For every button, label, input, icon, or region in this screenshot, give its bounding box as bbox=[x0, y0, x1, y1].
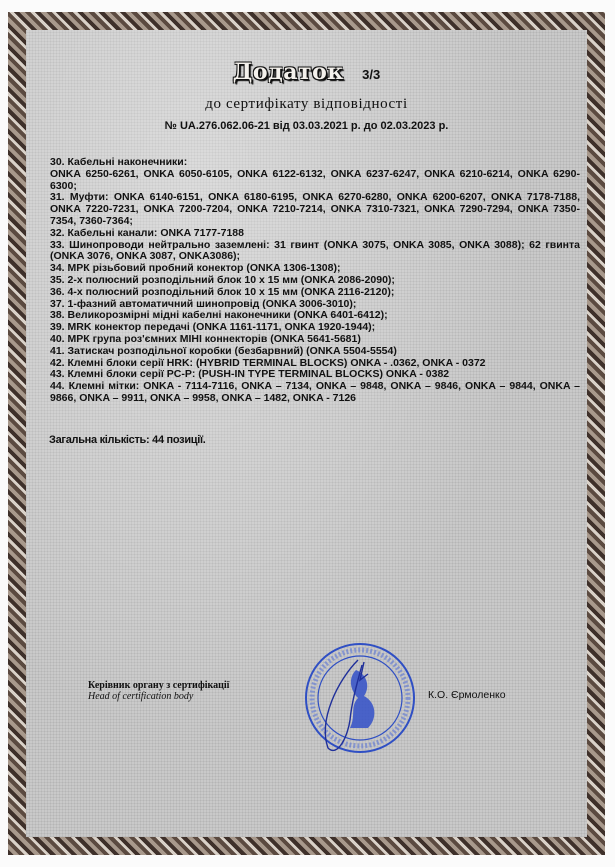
signatory-role bbox=[88, 680, 229, 702]
list-item: 41. Затискач розподільної коробки (безбарвний) (ONKA 5504-5554) bbox=[50, 344, 397, 357]
role-english: Head of certification body bbox=[88, 691, 194, 702]
total-count: Загальна кількість: 44 позиції. bbox=[49, 434, 206, 446]
list-item: 38. Великорозмірні мідні кабелні наконечники (ONKA 6401-6412); bbox=[50, 309, 388, 322]
list-item: 37. 1-фазний автоматичний шинопровід (ONKA 3006-3010); bbox=[50, 297, 357, 310]
signatory-name: К.О. Єрмоленко bbox=[428, 689, 506, 701]
list-item: 35. 2-х полюсний розподільний блок 10 х 15 мм (ONKA 2086-2090); bbox=[50, 273, 395, 286]
list-item: 40. МРК група роз'ємних МІНІ коннекторів (ONKA 5641-5681) bbox=[50, 332, 361, 345]
list-item: 30. Кабельні наконечники: bbox=[50, 156, 188, 168]
list-item: 34. МРК різьбовий пробний конектор (ONKA 1306-1308); bbox=[50, 262, 341, 275]
role-ukrainian: Керівник органу з сертифікації bbox=[88, 680, 230, 691]
list-item: 42. Клемні блоки серії HRK: (HYBRID TERMINAL BLOCKS) ONKA - .0362, ONKA - 0372 bbox=[50, 356, 486, 369]
list-item: 33. Шинопроводи нейтрально заземлені: 31 гвинт (ONKA 3075, ONKA 3085, ONKA 3088); 62 гвинта (ONKA 3076, ONKA 3087, ONKA3086); bbox=[50, 238, 580, 263]
document-subtitle: до сертифікату відповідності bbox=[205, 96, 408, 112]
list-item: 32. Кабельні канали: ONKA 7177-7188 bbox=[50, 226, 244, 239]
list-item: 44. Клемні мітки: ONKA - 7114-7116, ONKA – 7134, ONKA – 9848, ONKA – 9846, ONKA – 9844, ONKA – 9866, ONKA – 9911, ONKA – 9958, ONKA – 1482, ONKA - 7126 bbox=[50, 380, 580, 404]
list-item: 31. Муфти: ONKA 6140-6151, ONKA 6180-6195, ONKA 6270-6280, ONKA 6200-6207, ONKA 7178-7188, ONKA 7220-7231, ONKA 7200-7204, ONKA 7210-7214, ONKA 7310-7321, ONKA 7290-7294, ONKA 7350-7354, 7360-7364; bbox=[50, 191, 580, 227]
list-item: 39. MRK конектор передачі (ONKA 1161-1171, ONKA 1920-1944); bbox=[50, 321, 376, 334]
title-row bbox=[8, 59, 605, 85]
product-list bbox=[50, 157, 580, 405]
document-content bbox=[8, 12, 605, 855]
page-number: 3/3 bbox=[362, 67, 381, 83]
document-title: Додаток bbox=[232, 59, 344, 85]
certificate-number: № UA.276.062.06-21 від 03.03.2021 р. до 02.03.2023 р. bbox=[164, 120, 449, 132]
list-item: ONKA 6250-6261, ONKA 6050-6105, ONKA 6122-6132, ONKA 6237-6247, ONKA 6210-6214, ONKA 6290-6300; bbox=[50, 167, 580, 192]
list-item: 43. Клемні блоки серії PC-P: (PUSH-IN TYPE TERMINAL BLOCKS) ONKA - 0382 bbox=[50, 368, 450, 381]
list-item: 36. 4-х полюсний розподільний блок 10 х 15 мм (ONKA 2116-2120); bbox=[50, 285, 395, 298]
official-stamp-icon bbox=[298, 640, 420, 760]
